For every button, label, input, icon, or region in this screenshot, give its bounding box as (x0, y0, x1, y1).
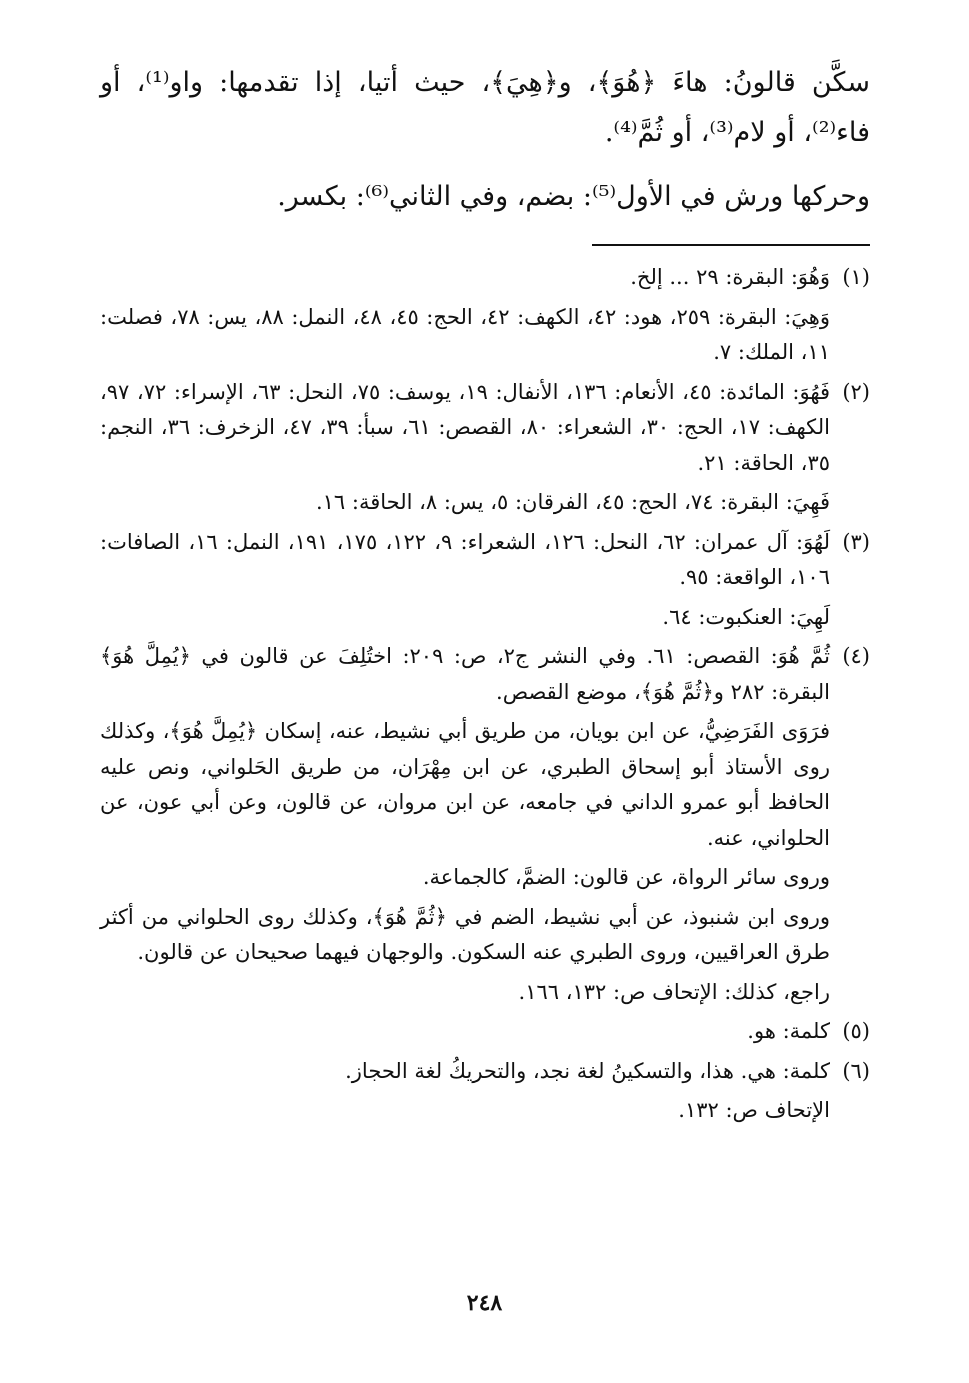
footnote-4-continuation: راجع، كذلك: الإتحاف ص: ١٣٢، ١٦٦. (518, 979, 830, 1004)
footnote-1-continuation: وَهِيَ: البقرة: ٢٥٩، هود: ٤٢، الكهف: ٤٢، الحج: ٤٥، ٤٨، النمل: ٨٨، يس: ٧٨، فصلت: ١١، الملك: ٧. (100, 304, 830, 364)
main-paragraph-1: سكَّن قالونُ: هاءَ ﴿هُوَ﴾، و﴿هِيَ﴾، حيث أتيا، إذا تقدمها: واو⁽¹⁾، أو فاء⁽²⁾، أو لام⁽³⁾، أو ثُمَّ⁽⁴⁾. (100, 67, 871, 148)
page-number: ٢٤٨ (466, 1290, 503, 1316)
footnote-separator (592, 244, 870, 246)
footnote-number: (٤) (842, 644, 870, 668)
footnote-text: لَهُوَ: آل عمران: ٦٢، النحل: ١٢٦، الشعراء: ٩، ١٢٢، ١٧٥، ١٩١، النمل: ١٦، الصافات: ١٠٦، الواقعة: ٩٥. (100, 529, 831, 589)
footnote-1 (100, 260, 870, 296)
footnote-3-continuation: لَهِيَ: العنكبوت: ٦٤. (662, 604, 830, 629)
footnote-6 (100, 1054, 870, 1090)
footnote-number: (٢) (842, 379, 870, 404)
footnote-text: وَهُوَ: البقرة: ٢٩ ... إلخ. (630, 265, 830, 289)
footnotes (100, 260, 870, 1129)
footnote-6-continuation: الإتحاف ص: ١٣٢. (678, 1098, 830, 1122)
footnote-2 (100, 375, 870, 482)
footnote-4-continuation: فرَوَى الفَرَضِيُّ، عن ابن بويان، من طريق أبي نشيط، عنه، إسكان ﴿يُمِلَّ هُوَ﴾، وكذلك روى الأستاذ أبو إسحاق الطبري، عن ابن مِهْرَان، من طريق الحَلواني، ونص عليه الحافظ أبو عمرو الداني في جامعه، عن ابن مروان، عن قالون، وعن أبي عون، عن الحلواني، عنه. (100, 719, 830, 850)
footnote-number: (١) (842, 265, 870, 289)
footnote-5 (100, 1014, 870, 1050)
footnote-2-continuation: فَهِيَ: البقرة: ٧٤، الحج: ٤٥، الفرقان: ٥، يس: ٨، الحاقة: ١٦. (315, 490, 830, 514)
footnote-text: ثُمَّ هُوَ: القصص: ٦١. وفي النشر ج٢، ص: ٢٠٩: اختُلِفَ عن قالون في ﴿يُمِلَّ هُوَ﴾ البقرة: ٢٨٢ و﴿ثُمَّ هُوَ﴾، موضع القصص. (100, 644, 830, 704)
main-paragraph-2: وحركها ورش في الأول⁽⁵⁾: بضم، وفي الثاني⁽⁶⁾: بكسر. (277, 181, 870, 212)
footnote-text: كلمة: هي. هذا، والتسكينُ لغة نجد، والتحريكُ لغة الحجاز. (345, 1058, 830, 1083)
footnote-4-continuation: وروى سائر الرواة، عن قالون: الضمَّ، كالجماعة. (422, 865, 830, 889)
footnote-number: (٦) (842, 1058, 870, 1083)
main-text (100, 58, 870, 222)
footnote-4-continuation: وروى ابن شنبوذ، عن أبي نشيط، الضم في ﴿ثُمَّ هُوَ﴾، وكذلك روى الحلواني من أكثر طرق العراقيين، وروى الطبري عنه السكون. والوجهان فيهما صحيحان عن قالون. (100, 904, 830, 964)
footnote-3 (100, 525, 870, 596)
page-body (100, 58, 870, 1129)
footnote-4 (100, 639, 870, 710)
footnote-number: (٥) (842, 1019, 870, 1043)
footnote-number: (٣) (842, 529, 870, 554)
footnote-text: فَهُوَ: المائدة: ٤٥، الأنعام: ١٣٦، الأنفال: ١٩، يوسف: ٧٥، النحل: ٦٣، الإسراء: ٧٢، ٩٧، الكهف: ١٧، الحج: ٣٠، الشعراء: ٨٠، القصص: ٦١، سبأ: ٣٩، ٤٧، الزخرف: ٣٦، النجم: ٣٥، الحاقة: ٢١. (100, 379, 831, 475)
footnote-text: كلمة: هو. (747, 1019, 830, 1043)
